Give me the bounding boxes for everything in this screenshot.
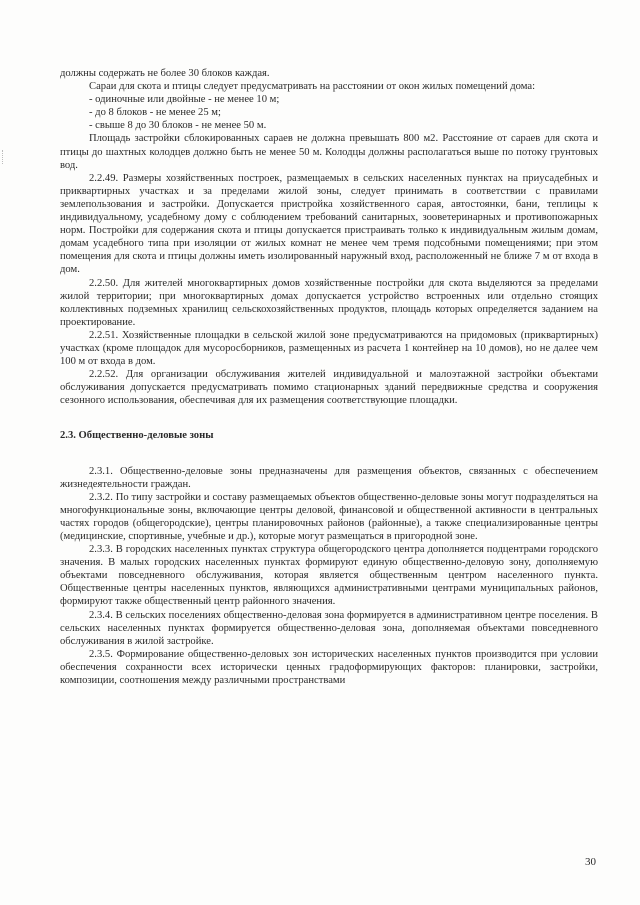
paragraph-2-3-1: 2.3.1. Общественно-деловые зоны предназначены для размещения объектов, связанных с обеспечением жизнедеятельности граждан. — [60, 465, 598, 490]
paragraph-2-2-49: 2.2.49. Размеры хозяйственных построек, размещаемых в сельских населенных пунктах на приусадебных и приквартирных участках и за пределами жилой зоны, следует принимать в соответствии с правилами землепользования и застройки. Допускается пристройка хозяйственного сарая, автостоянки, бани, теплицы к индивидуальному, усадебному дому с соблюдением требований санитарных, зооветеринарных и противопожарных норм. Постройки для содержания скота и птицы допускается пристраивать только к индивидуальным жилым домам, домам усадебного типа при изоляции от жилых комнат не менее чем тремя подсобными помещениями; при этом помещения для скота и птицы должны иметь изолированный наружный вход, расположенный не ближе 7 м от входа в дом. — [60, 172, 598, 276]
paragraph-2-3-3: 2.3.3. В городских населенных пунктах структура общегородского центра дополняется подцентрами городского значения. В малых городских населенных пунктах формируют единую общественно-деловую зону, дополняемую объектами повседневного обслуживания, которая является общественным центром населенного пункта. Общественные центры населенных пунктов, являющихся административными центрами муниципальных районов, формируют также общественный центр районного значения. — [60, 544, 598, 608]
section-gap — [60, 443, 598, 465]
section-heading: 2.3. Общественно-деловые зоны — [60, 430, 214, 442]
paragraph-2-3-5: 2.3.5. Формирование общественно-деловых зон исторических населенных пунктов производится при условии обеспечения сохранности всех исторически ценных градоформирующих факторов: планировки, застройки, композиции, соотношения между различными пространствами — [60, 648, 598, 687]
list-item: - одиночные или двойные - не менее 10 м; — [89, 94, 280, 106]
paragraph-2-2-52: 2.2.52. Для организации обслуживания жителей индивидуальной и малоэтажной застройки объектами обслуживания допускается предусматривать помимо стационарных зданий передвижные средства и сооружения сезонного использования, обеспечивая для их размещения соответствующие площадки. — [60, 369, 598, 407]
page-number: 30 — [585, 856, 596, 868]
document-body — [60, 67, 598, 687]
paragraph-2-3-4: 2.3.4. В сельских поселениях общественно-деловая зона формируется в административном центре поселения. В сельских населенных пунктах формируется общественно-деловая зона, дополняемая объектами повседневного обслуживания в жилой застройке. — [60, 609, 598, 647]
list-item: - свыше 8 до 30 блоков - не менее 50 м. — [89, 120, 267, 132]
paragraph: Сараи для скота и птицы следует предусматривать на расстоянии от окон жилых помещений дома: — [89, 81, 536, 93]
paragraph-2-2-50: 2.2.50. Для жителей многоквартирных домов хозяйственные постройки для скота выделяются за пределами жилой территории; при многоквартирных домах допускается устройство встроенных или отдельно стоящих коллективных подземных хранилищ сельскохозяйственных продуктов, площадь которых определяется заданием на проектирование. — [60, 277, 598, 328]
section-gap — [60, 407, 598, 429]
binding-marks — [2, 150, 6, 164]
paragraph: Площадь застройки сблокированных сараев не должна превышать 800 м2. Расстояние от сараев для скота и птицы до шахтных колодцев должно быть не менее 50 м. Колодцы должны располагаться выше по потоку грунтовых вод. — [60, 133, 598, 171]
paragraph: должны содержать не более 30 блоков каждая. — [60, 68, 270, 79]
paragraph-2-3-2: 2.3.2. По типу застройки и составу размещаемых объектов общественно-деловые зоны могут подразделяться на многофункциональные зоны, включающие центры деловой, финансовой и общественной активности в центральных частях городов (общегородские), центры планировочных районов (районные), а также специализированные центры (медицинские, спортивные, учебные и др.), которые могут размещаться в пригородной зоне. — [60, 491, 598, 542]
paragraph-2-2-51: 2.2.51. Хозяйственные площадки в сельской жилой зоне предусматриваются на придомовых (приквартирных) участках (кроме площадок для мусоросборников, размещенных из расчета 1 контейнер на 10 домов), но не далее чем 100 м от входа в дом. — [60, 329, 598, 368]
list-item: - до 8 блоков - не менее 25 м; — [89, 107, 221, 119]
